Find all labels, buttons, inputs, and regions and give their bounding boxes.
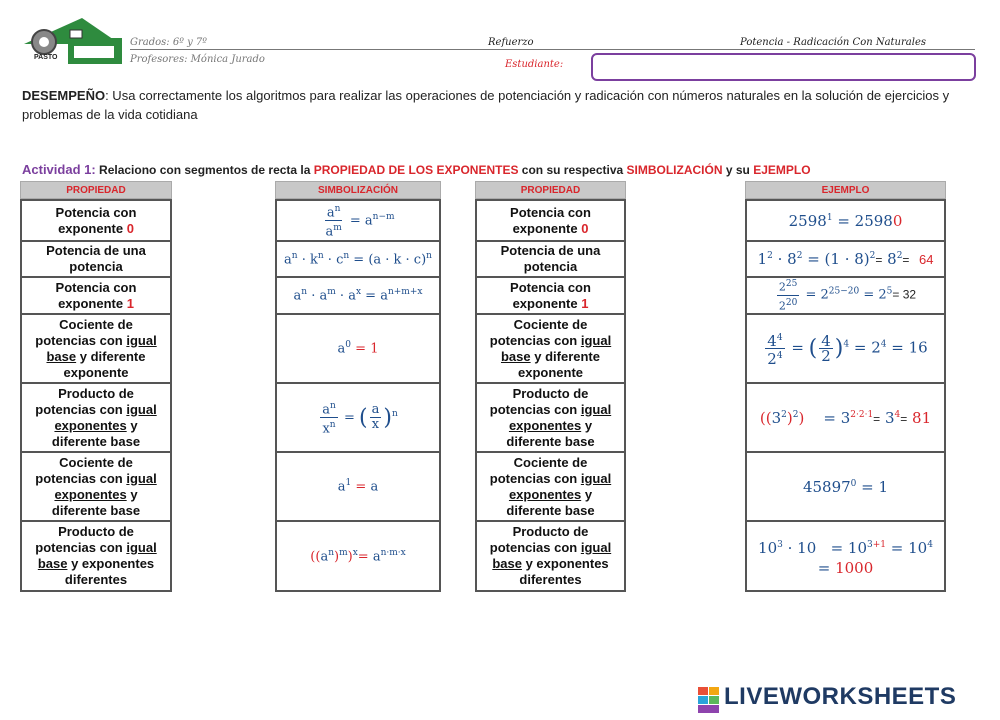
prop-text: Producto de potencias con xyxy=(489,524,589,555)
prop-text: Producto de potencias con xyxy=(35,385,134,417)
prop-potencia-de-potencia[interactable] xyxy=(20,240,172,278)
prop-producto-igual-exponentes[interactable] xyxy=(20,382,172,453)
worksheet-title: Refuerzo xyxy=(488,37,534,48)
prop-text: Potencia de una potencia xyxy=(46,243,146,274)
header-ejemplo: EJEMPLO xyxy=(745,181,946,199)
prop-text: y diferente base xyxy=(51,417,141,449)
prop-underline: igual xyxy=(580,401,612,417)
prop-highlight: 0 xyxy=(126,220,134,236)
prop-underline: exponentes xyxy=(508,486,582,502)
prop-text: y exponentes diferentes xyxy=(64,556,155,587)
desempeno-text: : Usa correctamente los algoritmos para realizar las operaciones de potenciación y radicación con números naturales en la solución de ejercicios y problemas de la vida cotidiana xyxy=(22,88,950,122)
prop-underline: igual xyxy=(126,470,157,486)
prop-text: Potencia de una potencia xyxy=(500,243,601,274)
prop-underline: base xyxy=(37,556,68,571)
prop2-cociente-igual-base[interactable] xyxy=(475,313,626,384)
desempeno-paragraph xyxy=(22,86,972,124)
prop-highlight: 1 xyxy=(126,295,134,311)
prop-underline: igual xyxy=(580,332,612,348)
prop-text: Cociente de potencias con xyxy=(489,454,588,486)
prop-highlight: 0 xyxy=(581,220,589,236)
prop-text: Potencia con exponente xyxy=(510,279,591,311)
ex-render: $\frac{4^4}{2^4}$ = ( $\frac{4}{2}$ )$^4 = 2^4 = 16$ xyxy=(767,332,928,368)
header-propiedad: PROPIEDAD xyxy=(20,181,172,199)
prop-underline: base xyxy=(500,348,531,364)
prop2-cociente-igual-exponentes[interactable] xyxy=(475,451,626,522)
activity-instruction xyxy=(22,162,811,177)
prop-text: Potencia con exponente xyxy=(55,204,137,236)
ex-render: $2598^1 = 25980$ xyxy=(788,211,903,230)
prop-underline: exponentes xyxy=(54,417,127,433)
sym-render: $\frac{a^n}{x^n}$ = ( $\frac{a}{x}$ )$^n$ xyxy=(322,400,398,437)
prop-text: Cociente de potencias con xyxy=(35,454,133,486)
ex-render: $\frac{2^{25}}{2^{20}}$ = $2^{25-20} = 2^5= 32$ xyxy=(778,279,917,313)
ex-render: $((3^2)^2)$ = $3^{2\cdot 2\cdot 1}= 3^4= 81$ xyxy=(759,408,932,427)
sym-exponente-1[interactable] xyxy=(275,451,441,522)
header-propiedad-2: PROPIEDAD xyxy=(475,181,626,199)
activity-text-5: y su xyxy=(722,163,754,177)
desempeno-label: DESEMPEÑO xyxy=(22,88,106,103)
prop-text: Producto de potencias con xyxy=(489,385,589,417)
student-name-input[interactable] xyxy=(591,53,976,81)
prop2-exponente-1[interactable] xyxy=(475,276,626,315)
liveworksheets-brand: LIVEWORKSHEETS xyxy=(724,683,957,710)
ex-producto-igual-exp[interactable] xyxy=(745,240,946,278)
ex-cociente-igual-base[interactable] xyxy=(745,276,946,315)
prop-producto-igual-base[interactable] xyxy=(20,520,172,592)
prop2-producto-igual-base[interactable] xyxy=(475,520,626,592)
prop-text: Potencia con exponente xyxy=(510,204,591,236)
sym-exponente-0[interactable] xyxy=(275,313,441,384)
prop2-producto-igual-exponentes[interactable] xyxy=(475,382,626,453)
sym-producto-igual-base[interactable] xyxy=(275,276,441,315)
prop2-potencia-de-potencia[interactable] xyxy=(475,240,626,278)
prop-text: y diferente exponente xyxy=(517,348,600,380)
prop-text: y diferente base xyxy=(506,417,595,449)
ex-exponente-0[interactable] xyxy=(745,451,946,522)
prop-text: Potencia con exponente xyxy=(55,279,137,311)
ex-potencia-de-potencia[interactable] xyxy=(745,382,946,453)
logo-text: PASTO xyxy=(34,54,58,61)
sym-render: $\frac{a^n}{a^m}$ = $a^{n-m}$ xyxy=(325,203,395,240)
sym-render: $a^1 = a$ xyxy=(337,478,379,495)
ex-render: $10^3 \cdot 10 = 10^{3+1} = 10^4$ = 1000 xyxy=(758,538,933,577)
ejemplo-column xyxy=(745,199,946,592)
sym-producto-igual-exp[interactable] xyxy=(275,240,441,278)
simbolizacion-column xyxy=(275,199,441,592)
prop-text: Producto de potencias con xyxy=(35,524,134,555)
activity-text-2: PROPIEDAD DE LOS EXPONENTES xyxy=(313,163,519,177)
prop-cociente-igual-base[interactable] xyxy=(20,313,172,384)
activity-text-6: EJEMPLO xyxy=(753,163,811,177)
prop-underline: base xyxy=(46,348,77,364)
sym-cociente[interactable] xyxy=(275,199,441,242)
student-label: Estudiante: xyxy=(505,59,564,70)
prop-underline: igual xyxy=(580,540,612,555)
prop-underline: igual xyxy=(126,401,157,417)
prop-highlight: 1 xyxy=(581,295,589,311)
activity-label: Actividad 1: xyxy=(22,162,96,177)
school-logo xyxy=(22,16,122,66)
sym-cociente-igual-exp[interactable] xyxy=(275,382,441,453)
prop-cociente-igual-exponentes[interactable] xyxy=(20,451,172,522)
header-simbolizacion: SIMBOLIZACIÓN xyxy=(275,181,441,199)
prop-text: y diferente base xyxy=(506,486,595,518)
sym-render: $a^n \cdot k^n \cdot c^n = (a \cdot k \cdot c)^n$ xyxy=(284,250,432,268)
sym-render: $((a^n)^m)^x= a^{n\cdot m\cdot x}$ xyxy=(310,547,406,565)
ex-render: $45897^0 = 1$ xyxy=(802,477,889,496)
prop-underline: exponentes xyxy=(54,486,127,502)
ex-producto-igual-base[interactable] xyxy=(745,520,946,592)
ex-exponente-1[interactable] xyxy=(745,199,946,242)
prop-underline: base xyxy=(492,556,522,571)
header-divider xyxy=(130,49,975,50)
sym-render: $a^0 = 1$ xyxy=(337,340,379,357)
prop-underline: exponentes xyxy=(508,417,582,433)
prop-text: y exponentes diferentes xyxy=(519,556,609,587)
topic-text: Potencia - Radicación Con Naturales xyxy=(740,37,926,48)
activity-text-1: Relaciono con segmentos de recta la xyxy=(95,163,314,177)
sym-render: $a^n \cdot a^m \cdot a^x = a^{n+m+x}$ xyxy=(293,287,423,304)
prop-text: y diferente exponente xyxy=(63,348,146,380)
grades-text: Grados: 6º y 7º xyxy=(130,37,207,48)
ex-cociente-igual-exp[interactable] xyxy=(745,313,946,384)
ex-render: $1^2 \cdot 8^2 = (1 \cdot 8)^2= 8^2= 64$ xyxy=(757,250,934,268)
sym-potencia-de-potencia[interactable] xyxy=(275,520,441,592)
propiedad-column-2 xyxy=(475,199,626,592)
prop2-exponente-0[interactable] xyxy=(475,199,626,242)
teachers-text: Profesores: Mónica Jurado xyxy=(130,54,265,65)
prop-underline: igual xyxy=(126,332,157,348)
activity-text-3: con su respectiva xyxy=(518,163,627,177)
prop-underline: igual xyxy=(126,540,157,555)
prop-text: Cociente de potencias con xyxy=(489,316,588,348)
prop-text: y diferente base xyxy=(51,486,141,518)
propiedad-column xyxy=(20,199,172,592)
prop-text: Cociente de potencias con xyxy=(35,316,133,348)
prop-exponente-0[interactable] xyxy=(20,199,172,242)
prop-exponente-1[interactable] xyxy=(20,276,172,315)
activity-text-4: SIMBOLIZACIÓN xyxy=(626,163,723,177)
prop-underline: igual xyxy=(580,470,612,486)
liveworksheets-logo-icon xyxy=(698,687,720,713)
